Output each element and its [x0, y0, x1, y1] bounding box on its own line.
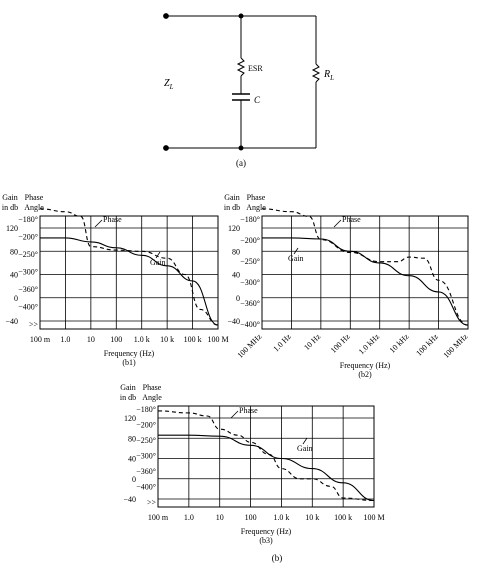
frequency-tick-label: 1.0 k — [133, 335, 150, 344]
phase-curve-label: Phase — [342, 215, 361, 224]
phase-tick-label: −360° — [240, 299, 260, 308]
frequency-tick-label: 100 k — [334, 513, 353, 522]
circuit-diagram — [164, 14, 319, 151]
frequency-tick-label: 100 m — [29, 335, 51, 344]
phase-tick-label: −250° — [18, 250, 38, 259]
rl-label: $R_L$ — [324, 69, 335, 82]
gain-tick-label: 120 — [6, 224, 18, 233]
phase-axis-header: Phase — [246, 193, 266, 202]
phase-tick-label: −360° — [136, 467, 156, 476]
phase-tick-label: −250° — [136, 436, 156, 445]
phase-tick-label: −300° — [18, 267, 38, 277]
gain-tick-label: 120 — [124, 414, 136, 423]
frequency-tick-label: 10 k — [160, 335, 175, 344]
phase-axis-header-angle: Angle — [142, 393, 162, 402]
phase-tick-label: −200° — [18, 232, 38, 242]
phase-callout-leader — [231, 411, 238, 418]
frequency-tick-label: 100 M — [363, 513, 385, 522]
frequency-tick-label: 100 MHz — [235, 332, 264, 360]
chart-sub-caption: (b1) — [122, 358, 136, 367]
phase-axis-header: Phase — [24, 193, 44, 202]
gain-tick-label: 120 — [228, 224, 240, 233]
gain-curve — [158, 435, 374, 500]
frequency-tick-label: 10 k — [305, 513, 320, 522]
frequency-tick-label: 10 Hz — [302, 332, 323, 353]
bode-chart-b1 — [2, 193, 229, 367]
zl-label: $Z_L$ — [164, 78, 174, 91]
phase-tick-label: −180° — [18, 215, 38, 224]
frequency-axis-title: Frequency (Hz) — [103, 349, 155, 358]
frequency-tick-label: 1.0 kHz — [356, 332, 382, 357]
terminal-top — [164, 14, 169, 19]
phase-tick-label: −200° — [240, 236, 260, 245]
frequency-tick-label: 100 — [110, 335, 123, 344]
esr-resistor — [238, 58, 244, 76]
gain-tick-label: −40 — [123, 495, 136, 504]
phase-tick-label: −200° — [136, 420, 156, 430]
gain-axis-header: Gain — [224, 193, 240, 202]
frequency-tick-label: 10 kHz — [387, 332, 411, 355]
phase-tick-label: −300° — [240, 278, 260, 287]
frequency-tick-label: 1.0 — [60, 335, 71, 344]
gain-tick-label: 0 — [14, 293, 18, 303]
gain-axis-header-units: in db — [119, 393, 137, 402]
plot-frame — [40, 216, 218, 329]
gain-tick-label: −40 — [227, 317, 240, 326]
phase-tick-label: >> — [28, 320, 38, 329]
phase-curve — [262, 209, 468, 325]
phase-tick-label: −180° — [240, 215, 260, 224]
phase-callout-leader — [334, 220, 341, 227]
phase-axis-header: Phase — [142, 383, 162, 392]
frequency-tick-label: 100 kHz — [414, 332, 440, 358]
phase-curve — [158, 411, 374, 501]
phase-tick-label: −300° — [136, 451, 156, 461]
gain-tick-label: 80 — [128, 434, 136, 444]
phase-tick-label: −250° — [240, 257, 260, 266]
frequency-tick-label: 100 MHz — [441, 332, 470, 360]
chart-sub-caption: (b2) — [358, 370, 372, 379]
frequency-tick-label: 1.0 k — [273, 513, 290, 522]
terminal-bottom — [164, 146, 169, 151]
phase-curve-label: Phase — [103, 215, 122, 224]
figure-caption: (b) — [271, 553, 283, 563]
frequency-tick-label: 100 M — [207, 335, 229, 344]
rl-resistor — [313, 64, 319, 82]
frequency-tick-label: 1.0 — [183, 513, 194, 522]
phase-tick-label: −400° — [136, 482, 156, 492]
gain-tick-label: 40 — [232, 270, 240, 280]
gain-curve-label: Gain — [150, 258, 166, 267]
gain-tick-label: 40 — [10, 270, 18, 280]
gain-tick-label: 80 — [10, 247, 18, 257]
gain-tick-label: 0 — [132, 474, 136, 484]
frequency-tick-label: 10 — [86, 335, 95, 344]
phase-tick-label: −180° — [136, 405, 156, 414]
phase-axis-header-angle: Angle — [24, 203, 44, 212]
gain-tick-label: 80 — [232, 247, 240, 257]
gain-tick-label: 40 — [128, 454, 136, 464]
plot-frame — [262, 216, 468, 329]
frequency-axis-title: Frequency (Hz) — [339, 361, 391, 370]
frequency-tick-label: 10 — [215, 513, 224, 522]
gain-axis-header-units: in db — [223, 203, 241, 212]
gain-tick-label: −40 — [5, 317, 18, 326]
frequency-tick-label: 1.0 Hz — [271, 332, 293, 354]
phase-tick-label: >> — [146, 498, 156, 507]
phase-callout-leader — [95, 220, 102, 227]
c-label: C — [254, 95, 261, 105]
chart-sub-caption: (b3) — [259, 536, 273, 545]
phase-tick-label: −360° — [18, 285, 38, 294]
esr-label: ESR — [248, 64, 263, 73]
phase-tick-label: −400° — [18, 302, 38, 312]
gain-curve-label: Gain — [288, 254, 304, 263]
phase-curve — [40, 209, 218, 325]
phase-axis-header-angle: Angle — [246, 203, 266, 212]
phase-curve-label: Phase — [239, 406, 258, 415]
frequency-tick-label: 100 m — [147, 513, 169, 522]
frequency-tick-label: 100 k — [183, 335, 202, 344]
frequency-axis-title: Frequency (Hz) — [240, 527, 292, 536]
phase-tick-label: −400° — [240, 320, 260, 329]
bode-chart-b2 — [224, 193, 470, 379]
frequency-tick-label: 100 Hz — [328, 332, 352, 355]
gain-tick-label: 0 — [236, 293, 240, 303]
gain-curve-label: Gain — [297, 444, 313, 453]
frequency-tick-label: 100 — [244, 513, 257, 522]
gain-axis-header: Gain — [120, 383, 136, 392]
bode-chart-b3 — [120, 383, 385, 545]
gain-axis-header: Gain — [2, 193, 18, 202]
plot-frame — [158, 406, 374, 507]
gain-axis-header-units: in db — [1, 203, 19, 212]
circuit-caption: (a) — [236, 158, 246, 168]
